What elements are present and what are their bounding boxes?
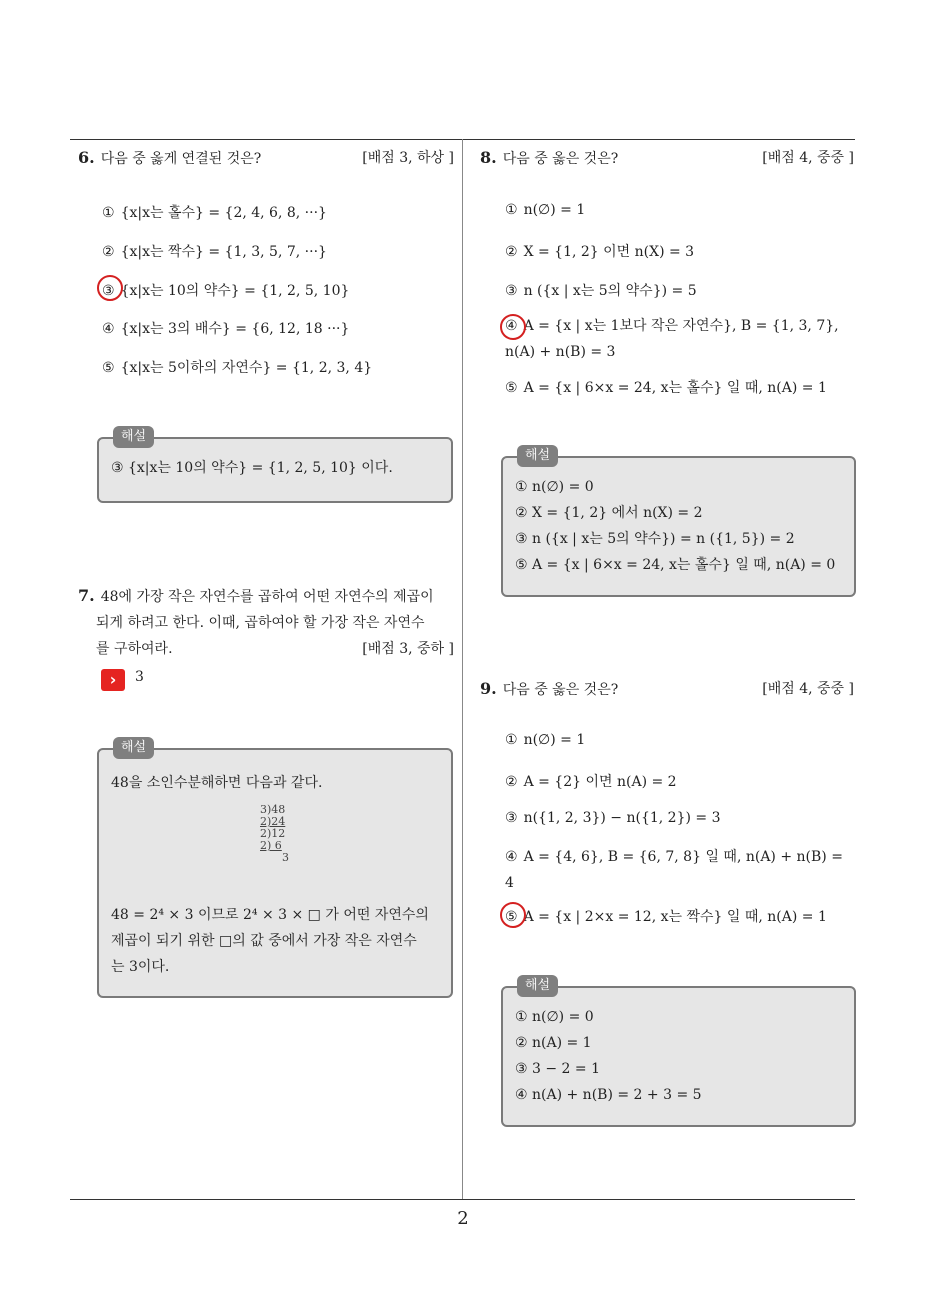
question-number: 7. bbox=[78, 586, 95, 605]
choice-5[interactable]: ⑤ A = {x | 2×x = 12, x는 짝수} 일 때, n(A) = 1 bbox=[505, 909, 827, 925]
explanation-tag: 해설 bbox=[113, 426, 154, 448]
choice-3[interactable]: ③ n ({x | x는 5의 약수}) = 5 bbox=[505, 283, 697, 299]
choice-3[interactable]: ③ {x|x는 10의 약수} = {1, 2, 5, 10} bbox=[102, 283, 350, 299]
selected-mark-icon bbox=[500, 902, 526, 928]
question-8 bbox=[480, 145, 854, 172]
question-7-line-1: 7. 48에 가장 작은 자연수를 곱하여 어떤 자연수의 제곱이 bbox=[78, 586, 434, 605]
question-8-header bbox=[480, 145, 854, 172]
choice-1[interactable]: ① n(∅) = 1 bbox=[505, 732, 586, 748]
question-7 bbox=[78, 583, 454, 662]
factor-row: 2)12 bbox=[260, 827, 286, 840]
page-number: 2 bbox=[457, 1208, 469, 1229]
choice-4[interactable]: ④ A = {x | x는 1보다 작은 자연수}, B = {1, 3, 7}, n(A) + n(B) = 3 bbox=[505, 318, 839, 360]
factorization-ladder bbox=[260, 804, 289, 864]
choice-1[interactable]: ① n(∅) = 1 bbox=[505, 202, 586, 218]
question-text: 다음 중 옳은 것은? bbox=[502, 151, 619, 167]
question-6 bbox=[78, 145, 454, 172]
question-text: 다음 중 옳게 연결된 것은? bbox=[100, 151, 262, 167]
question-7-line-3: 를 구하여라. [배점 3, 중하 ] bbox=[78, 636, 454, 662]
choice-3[interactable]: ③ n({1, 2, 3}) − n({1, 2}) = 3 bbox=[505, 810, 721, 826]
explanation-line: ④ n(A) + n(B) = 2 + 3 = 5 bbox=[515, 1087, 702, 1103]
explanation-line: ② n(A) = 1 bbox=[515, 1035, 592, 1051]
question-9-header bbox=[480, 676, 854, 703]
question-score: [배점 4, 중중 ] bbox=[762, 150, 854, 166]
choice-4[interactable]: ④ A = {4, 6}, B = {6, 7, 8} 일 때, n(A) + n(B) = 4 bbox=[505, 849, 843, 891]
explanation-tag: 해설 bbox=[517, 445, 558, 467]
answer-value: 3 bbox=[135, 669, 144, 685]
explanation-line: ⑤ A = {x | 6×x = 24, x는 홀수} 일 때, n(A) = 0 bbox=[515, 557, 836, 573]
explanation-line: ② X = {1, 2} 에서 n(X) = 2 bbox=[515, 505, 703, 521]
explanation-tag: 해설 bbox=[113, 737, 154, 759]
choice-4[interactable]: ④ {x|x는 3의 배수} = {6, 12, 18 ···} bbox=[102, 321, 350, 337]
explanation-tag: 해설 bbox=[517, 975, 558, 997]
explanation-text: ③ {x|x는 10의 약수} = {1, 2, 5, 10} 이다. bbox=[111, 460, 393, 476]
explanation-line: ③ n ({x | x는 5의 약수}) = n ({1, 5}) = 2 bbox=[515, 531, 795, 547]
question-score: [배점 3, 하상 ] bbox=[362, 150, 454, 166]
choice-2[interactable]: ② {x|x는 짝수} = {1, 3, 5, 7, ···} bbox=[102, 244, 327, 260]
answer-arrow-icon: › bbox=[101, 669, 125, 691]
question-9 bbox=[480, 676, 854, 703]
question-score: [배점 3, 중하 ] bbox=[362, 641, 454, 657]
question-number: 9. bbox=[480, 679, 497, 698]
question-number: 8. bbox=[480, 148, 497, 167]
bottom-rule bbox=[70, 1199, 855, 1200]
question-number: 6. bbox=[78, 148, 95, 167]
factor-row: 3)48 bbox=[260, 803, 286, 816]
question-7-line-2: 되게 하려고 한다. 이때, 곱하여야 할 가장 작은 자연수 bbox=[96, 615, 425, 631]
column-divider bbox=[462, 139, 463, 1200]
explanation-7-conclusion: 48 = 2⁴ × 3 이므로 2⁴ × 3 × □ 가 어떤 자연수의 제곱이 되기 위한 □의 값 중에서 가장 작은 자연수 는 3이다. bbox=[111, 907, 429, 975]
factor-row: 2) 6 bbox=[260, 839, 282, 852]
choice-5[interactable]: ⑤ {x|x는 5이하의 자연수} = {1, 2, 3, 4} bbox=[102, 360, 373, 376]
choice-5[interactable]: ⑤ A = {x | 6×x = 24, x는 홀수} 일 때, n(A) = 1 bbox=[505, 380, 827, 396]
choice-2[interactable]: ② A = {2} 이면 n(A) = 2 bbox=[505, 774, 677, 790]
factor-row: 2)24 bbox=[260, 815, 286, 828]
explanation-box-8 bbox=[501, 448, 856, 597]
explanation-line: ① n(∅) = 0 bbox=[515, 1009, 594, 1025]
selected-mark-icon bbox=[97, 275, 123, 301]
explanation-line: ① n(∅) = 0 bbox=[515, 479, 594, 495]
question-6-header bbox=[78, 145, 454, 172]
explanation-box-6 bbox=[97, 429, 453, 503]
selected-mark-icon bbox=[500, 314, 526, 340]
explanation-box-9 bbox=[501, 978, 856, 1127]
factor-row: 3 bbox=[282, 851, 289, 864]
choice-2[interactable]: ② X = {1, 2} 이면 n(X) = 3 bbox=[505, 244, 695, 260]
question-text: 다음 중 옳은 것은? bbox=[502, 682, 619, 698]
explanation-line-1: 48을 소인수분해하면 다음과 같다. bbox=[111, 775, 323, 791]
question-score: [배점 4, 중중 ] bbox=[762, 681, 854, 697]
choice-1[interactable]: ① {x|x는 홀수} = {2, 4, 6, 8, ···} bbox=[102, 205, 327, 221]
explanation-line: ③ 3 − 2 = 1 bbox=[515, 1061, 600, 1077]
